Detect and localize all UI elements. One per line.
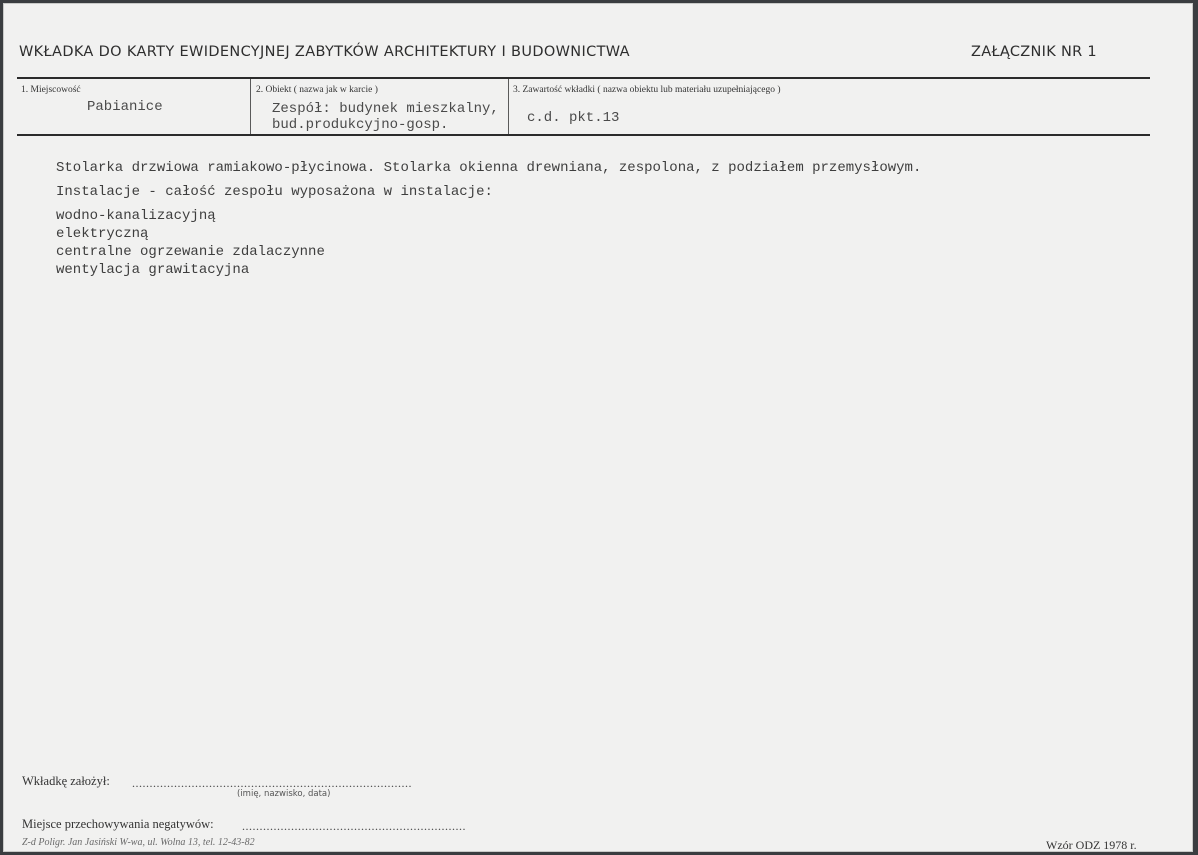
negatives-storage-label: Miejsce przechowywania negatywów:: [22, 817, 214, 831]
field-value-object-line2: bud.produkcyjno-gosp.: [272, 117, 449, 133]
body-text-installations: Instalacje - całość zespołu wyposażona w instalacje:: [56, 184, 493, 200]
field-value-locality: Pabianice: [87, 99, 163, 115]
annex-number: ZAŁĄCZNIK NR 1: [971, 44, 1097, 60]
printer-imprint: Z-d Poligr. Jan Jasiński W-wa, ul. Wolna 13, tel. 12-43-82: [22, 837, 255, 848]
field-value-object-line1: Zespół: budynek mieszkalny,: [272, 101, 499, 117]
column-divider-1: [250, 79, 251, 134]
installation-item: wentylacja grawitacyjna: [56, 262, 250, 278]
field-label-locality: 1. Miejscowość: [21, 85, 81, 95]
field-value-contents: c.d. pkt.13: [527, 110, 620, 126]
negatives-storage-dotted-line: ................................................................: [242, 819, 466, 833]
field-label-object: 2. Obiekt ( nazwa jak w karcie ): [256, 85, 378, 95]
founder-label: Wkładkę założył:: [22, 774, 110, 788]
form-title: WKŁADKA DO KARTY EWIDENCYJNEJ ZABYTKÓW ARCHITEKTURY I BUDOWNICTWA: [19, 44, 630, 60]
form-pattern-number: Wzór ODZ 1978 r.: [1046, 838, 1137, 852]
founder-hint: (imię, nazwisko, data): [237, 789, 331, 799]
founder-dotted-line: ................................................................................: [132, 776, 412, 790]
installation-item: centralne ogrzewanie zdalaczynne: [56, 244, 325, 260]
top-rule: [17, 77, 1150, 79]
field-label-contents: 3. Zawartość wkładki ( nazwa obiektu lub materiału uzupełniającego ): [513, 85, 781, 95]
body-text-joinery: Stolarka drzwiowa ramiakowo-płycinowa. Stolarka okienna drewniana, zespolona, z podziałem przemysłowym.: [56, 160, 922, 176]
installation-item: wodno-kanalizacyjną: [56, 208, 216, 224]
installation-item: elektryczną: [56, 226, 149, 242]
bottom-rule: [17, 134, 1150, 136]
column-divider-2: [508, 79, 509, 134]
insert-card: [3, 3, 1193, 852]
